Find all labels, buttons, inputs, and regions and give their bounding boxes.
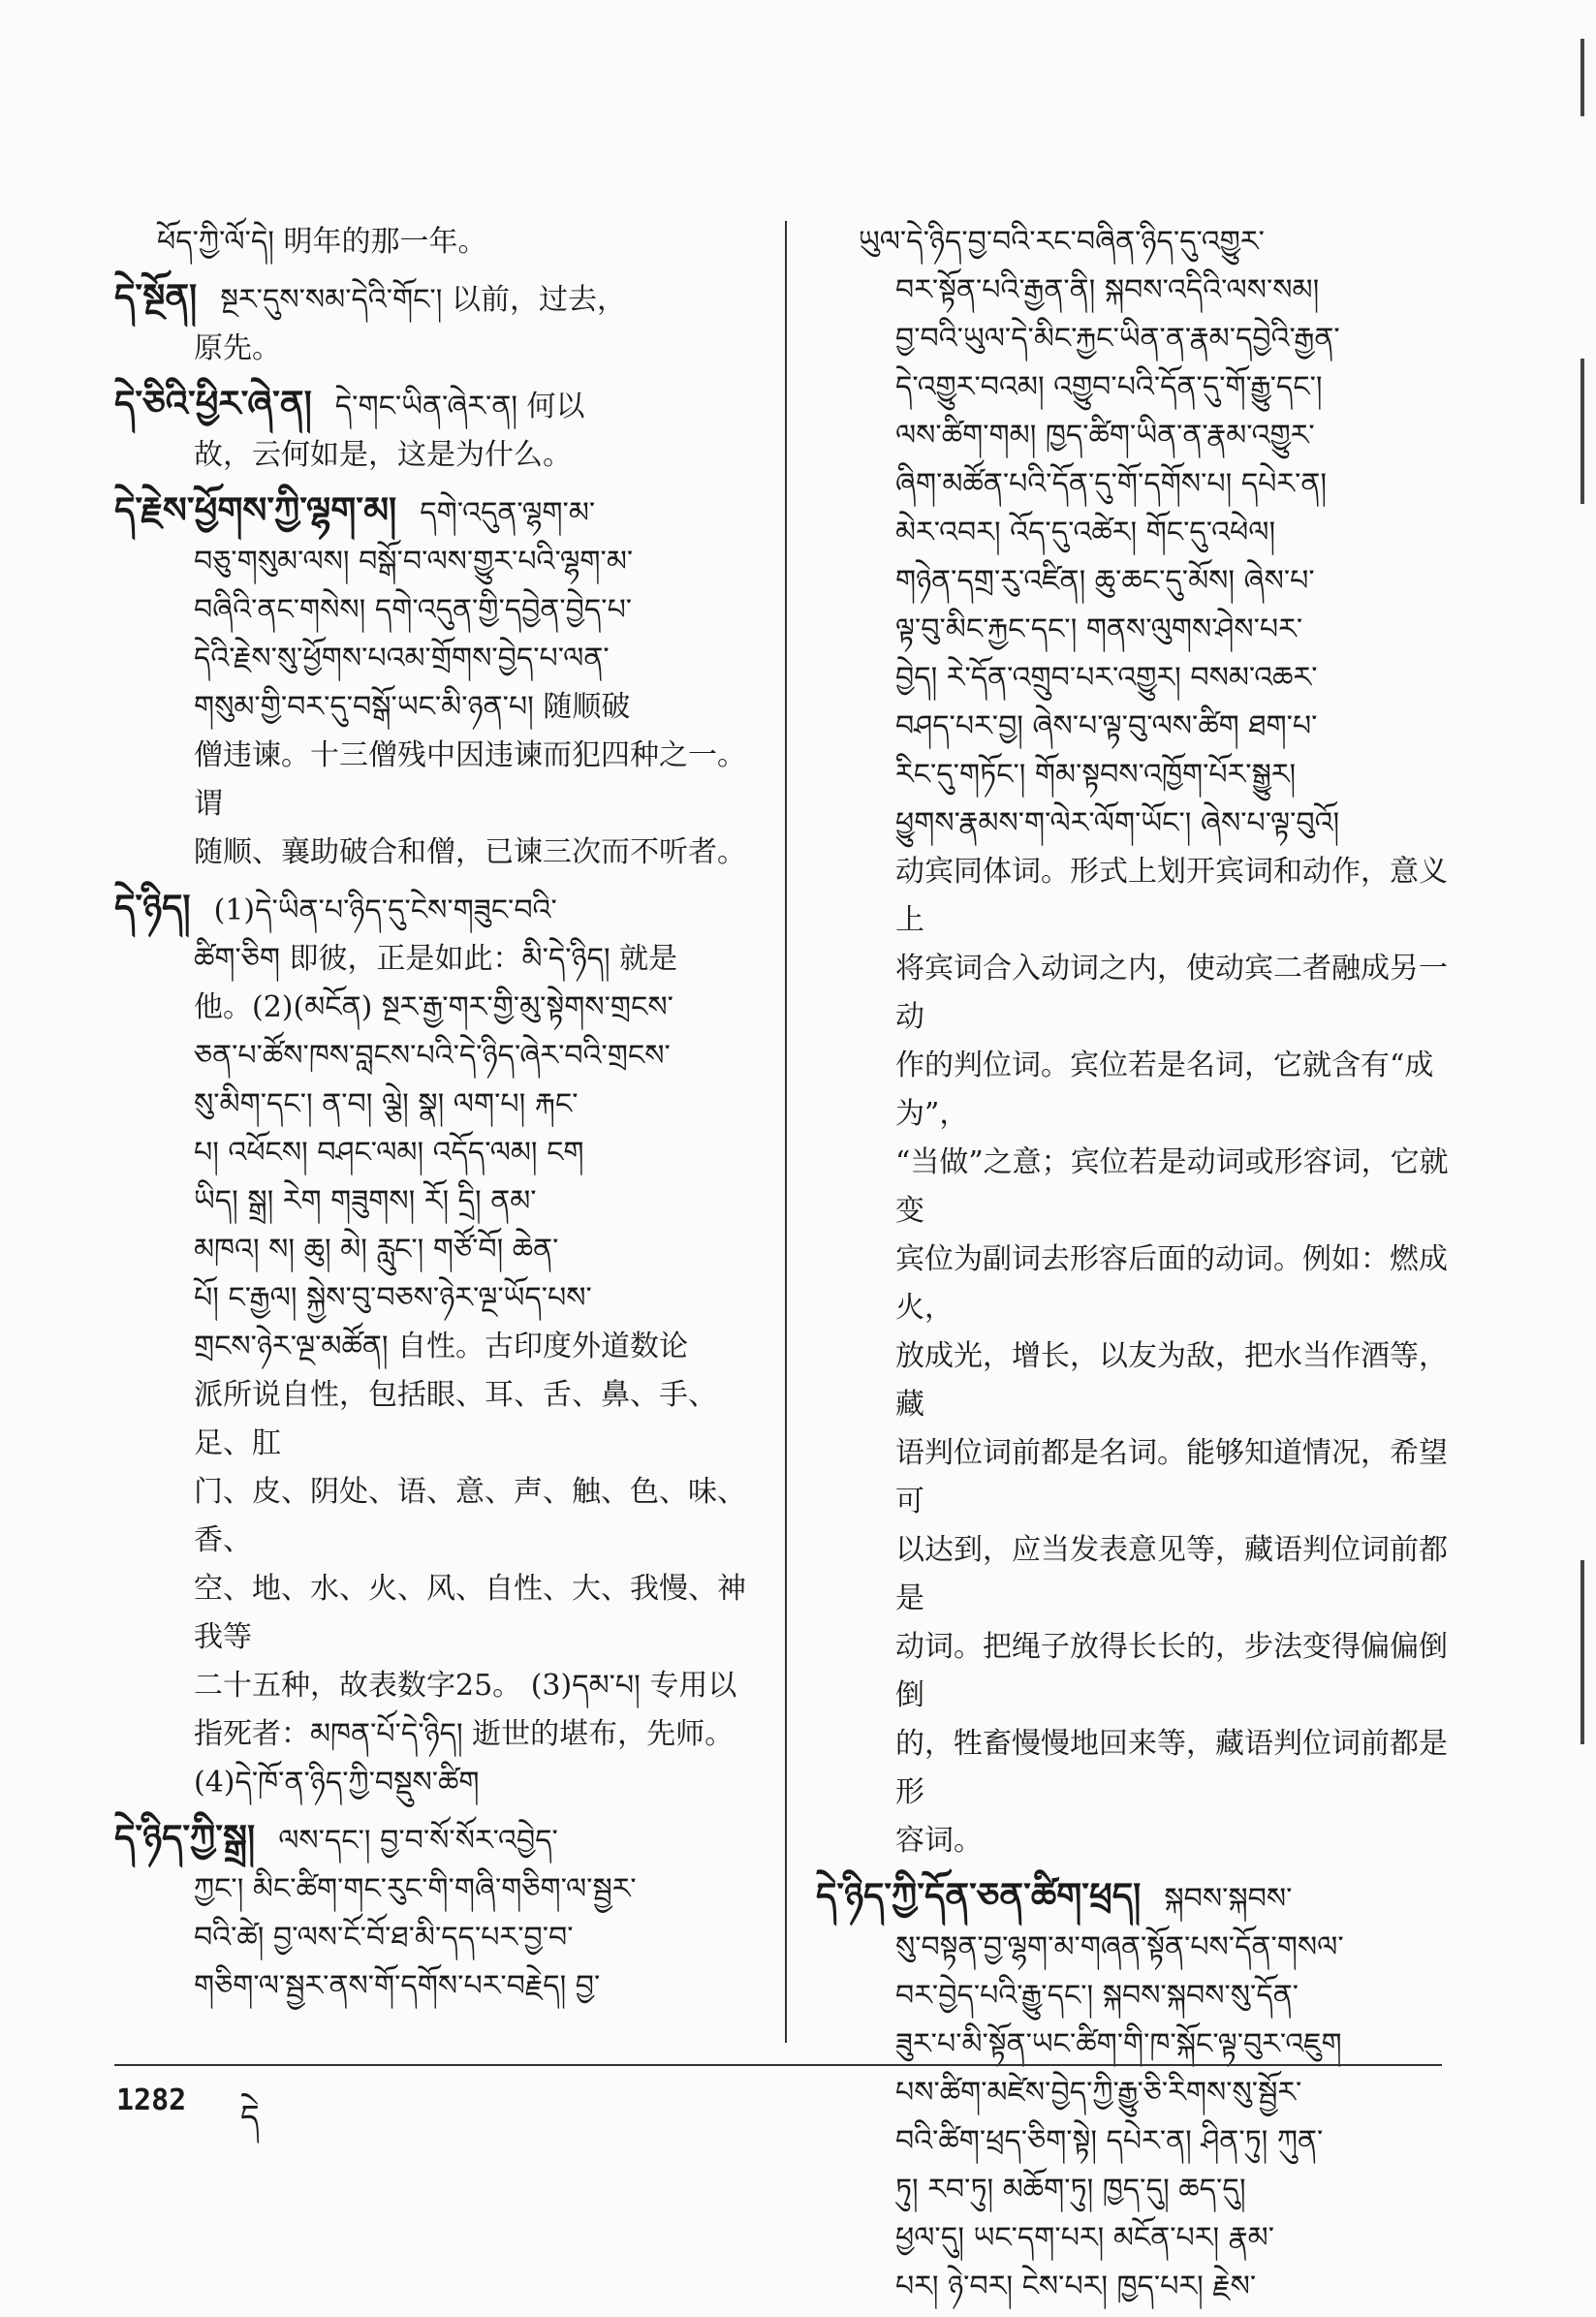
entry-text-line: དེ་གང་ཡིན་ཞེར་ན། 何以 bbox=[334, 390, 585, 423]
entry-text-line: བར་བྱེད་པའི་རྒྱུ་དང་། སྐབས་སྐབས་སུ་དོན་ bbox=[895, 1979, 1299, 2013]
entry-text-line: ཡིད། སྒྲ། རེག གཟུགས། རོ། དྲི། ནམ་ bbox=[194, 1184, 537, 1218]
entry-headword: དེ་སྔོན། bbox=[114, 275, 198, 318]
entry-text-line: མེར་འབར། འོད་དུ་འཚེར། གོང་དུ་འཕེལ། bbox=[895, 516, 1276, 549]
entry-text-line: གཉེན་དགྲ་རུ་འཛིན། ཆུ་ཆང་དུ་མོས། ཞེས་པ་ bbox=[895, 564, 1315, 598]
left-column bbox=[114, 218, 769, 2017]
entry-text-line: བཤད་པར་བྱ། ཞེས་པ་ལྟ་བུ་ལས་ཚིག ཐག་པ་ bbox=[895, 709, 1318, 743]
entry-text-line: བཞིའི་ནང་གསེས། དགེ་འདུན་གྱི་དབྱེན་བྱེད་པ་ bbox=[194, 593, 633, 627]
entry-text-line: 作的判位词。宾位若是名词，它就含有“成为”， bbox=[895, 1049, 1434, 1131]
entry-text-line: སུ་མིག་དང་། ན་བ། ལྕེ། སྣ། ལག་པ། རྐང་ bbox=[194, 1087, 579, 1121]
entry-text-line: བྱ་བའི་ཡུལ་དེ་མིང་རྐྱང་ཡིན་ན་རྣམ་དབྱེའི་རྒྱན་ bbox=[895, 322, 1340, 356]
entry-text-line: སུ་བསྟན་བྱ་ལྷག་མ་གཞན་སྟོན་པས་དོན་གསལ་ bbox=[895, 1930, 1344, 1964]
entry-text-line: སྐབས་སྐབས་ bbox=[1164, 1882, 1293, 1916]
scan-edge-mark bbox=[1580, 359, 1584, 504]
entry-text-line: (1)དེ་ཡིན་པ་ཉིད་དུ་ངེས་གཟུང་བའི་ bbox=[213, 893, 557, 927]
entry-text-line: བའི་ཚེ། བྱ་ལས་ངོ་བོ་ཐ་མི་དད་པར་བྱ་བ་ bbox=[194, 1921, 574, 1955]
entry-text-line: 他。(2)(མངོན) སྔར་རྒྱ་གར་གྱི་མུ་སྟེགས་གྲངས་ bbox=[194, 990, 673, 1024]
entry-text-line: 门、皮、阴处、语、意、声、触、色、味、香、 bbox=[194, 1475, 746, 1557]
dictionary-entry bbox=[114, 1813, 769, 2011]
entry-text-line: ཕྱལ་དུ། ཡང་དག་པར། མངོན་པར། རྣམ་ bbox=[895, 2221, 1275, 2255]
entry-headword: དེ་ཉིད་ཀྱི་སྒྲ། bbox=[114, 1816, 256, 1859]
dictionary-entry bbox=[114, 379, 769, 480]
entry-text-line: 语判位词前都是名词。能够知道情况，希望可 bbox=[895, 1436, 1448, 1519]
entry-text-line: བའི་ཚིག་ཕྲད་ཅིག་སྟེ། དཔེར་ན། ཤིན་ཏུ། ཀུན་ bbox=[895, 2124, 1324, 2158]
entry-text-line: པོ། ང་རྒྱལ། སྐྱེས་བུ་བཅས་ཉེར་ལྔ་ཡོད་པས་ bbox=[194, 1281, 592, 1315]
entry-text-line: ཕྱུགས་རྣམས་ག་ལེར་ལོག་ཡོང་། ཞེས་པ་ལྟ་བུའོ། bbox=[895, 806, 1340, 840]
footer-rule bbox=[114, 2064, 1442, 2066]
entry-text-line: ལས་ཚིག་གམ། ཁྱད་ཚིག་ཡིན་ན་རྣམ་འགྱུར་ bbox=[895, 419, 1315, 453]
entry-text-line: 放成光，增长，以友为敌，把水当作酒等，藏 bbox=[895, 1339, 1448, 1422]
dictionary-entry bbox=[114, 485, 769, 877]
entry-text-line: པས་ཚིག་མཛེས་བྱེད་ཀྱི་རྒྱུ་ཅི་རིགས་སུ་སྦྱོར་ bbox=[895, 2076, 1302, 2110]
entry-text-line: ཀྱང་། མིང་ཚིག་གང་རུང་གི་གཞི་གཅིག་ལ་སྦྱར་ bbox=[194, 1872, 637, 1906]
entry-text-line: ཕོད་ཀྱི་ལོ་དེ། 明年的那一年。 bbox=[157, 225, 487, 259]
entry-text-line: ཚིག་ཅིག 即彼，正是如此：མི་དེ་ཉིད། 就是 bbox=[194, 942, 678, 976]
entry-text-line: ལྟ་བུ་མིང་རྐྱང་དང་། གནས་ལུགས་ཤེས་པར་ bbox=[895, 612, 1303, 646]
entry-text-line: ཅན་པ་ཚོས་ཁས་བླངས་པའི་དེ་ཉིད་ཞེར་བའི་གྲངས་ bbox=[194, 1039, 671, 1073]
right-column bbox=[816, 218, 1452, 2317]
entry-text-line: བར་སྟོན་པའི་རྒྱན་ནི། སྐབས་འདིའི་ལས་སམ། bbox=[895, 273, 1320, 307]
entry-text-line: བཅུ་གསུམ་ལས། བསྒོ་བ་ལས་གྱུར་པའི་ལྷག་མ་ bbox=[194, 545, 634, 579]
entry-headword: དེ་རྗེས་ཕྱོགས་ཀྱི་ལྷག་མ། bbox=[114, 488, 397, 531]
page-number: 1282 bbox=[116, 2083, 187, 2117]
entry-text-line: གཅིག་ལ་སྦྱར་ནས་གོ་དགོས་པར་བརྗེད། བྱ་ bbox=[194, 1969, 601, 2003]
entry-text-line: མཁའ། ས། ཆུ། མེ། རླུང་། གཙོ་བོ། ཆེན་ bbox=[194, 1233, 559, 1267]
entry-text-line: 指死者：མཁན་པོ་དེ་ཉིད། 逝世的堪布，先师。 bbox=[194, 1717, 735, 1751]
entry-text-line: ཟུར་པ་མི་སྟོན་ཡང་ཚིག་གི་ཁ་སྐོང་ལྟ་བུར་འཇུག bbox=[895, 2027, 1342, 2061]
entry-text-line: དེའི་རྗེས་སུ་ཕྱོགས་པའམ་གྲོགས་བྱེད་པ་ལན་ bbox=[194, 642, 610, 675]
section-letter: དེ bbox=[240, 2098, 260, 2137]
scan-edge-mark bbox=[1580, 1560, 1584, 1744]
dictionary-entry bbox=[816, 218, 1452, 1865]
entry-text-line: 派所说自性，包括眼、耳、舌、鼻、手、足、肛 bbox=[194, 1378, 717, 1460]
dictionary-entry bbox=[114, 883, 769, 1807]
entry-text-line: དགེ་འདུན་ལྷག་མ་ bbox=[420, 496, 596, 530]
scan-edge-mark bbox=[1580, 39, 1584, 116]
dictionary-entry bbox=[114, 218, 769, 266]
entry-text-line: ལས་དང་། བྱ་བ་སོ་སོར་འབྱེད་ bbox=[278, 1824, 558, 1858]
entry-text-line: བྱེད། རེ་དོན་འགྲུབ་པར་འགྱུར། བསམ་འཆར་ bbox=[895, 661, 1318, 695]
entry-headword: དེ་ཉིད་ཀྱི་དོན་ཅན་ཚིག་ཕྲད། bbox=[816, 1874, 1142, 1917]
entry-text-line: ཏུ། རབ་ཏུ། མཆོག་ཏུ། ཁྱད་དུ། ཆད་དུ། bbox=[895, 2173, 1246, 2207]
entry-text-line: (4)དེ་ཁོ་ན་ཉིད་ཀྱི་བསྡུས་ཚིག bbox=[194, 1766, 480, 1800]
entry-text-line: རིང་དུ་གཏོང་། གོམ་སྟབས་འཁྱོག་པོར་སྒྱུར། bbox=[895, 758, 1297, 792]
entry-text-line: པར། ཉེ་བར། ངེས་པར། ཁྱད་པར། རྗེས་ bbox=[895, 2270, 1257, 2303]
dictionary-entry bbox=[114, 272, 769, 373]
entry-text-line: 故，云何如是，这是为什么。 bbox=[194, 438, 572, 472]
entry-text-line: དེ་འགྱུར་བའམ། འགྱུབ་པའི་དོན་དུ་གོ་རྒྱུ་དང་། bbox=[895, 370, 1323, 404]
entry-text-line: པ། འཕོངས། བཤང་ལམ། འདོད་ལམ། ངག bbox=[194, 1136, 584, 1170]
entry-text-line: 僧违谏。十三僧残中因违谏而犯四种之一。谓 bbox=[194, 738, 746, 821]
entry-text-line: ཞིག་མཚོན་པའི་དོན་དུ་གོ་དགོས་པ། དཔེར་ན། bbox=[895, 467, 1328, 501]
entry-text-line: ཡུལ་དེ་ཉིད་བྱ་བའི་རང་བཞིན་ཉིད་དུ་འགྱུར་ bbox=[859, 225, 1265, 259]
entry-text-line: 空、地、水、火、风、自性、大、我慢、神我等 bbox=[194, 1572, 746, 1654]
entry-headword: དེ་ཅིའི་ཕྱིར་ཞེ་ན། bbox=[114, 382, 312, 424]
entry-text-line: 的，牲畜慢慢地回来等，藏语判位词前都是形 bbox=[895, 1727, 1448, 1809]
entry-text-line: གྲངས་ཉེར་ལྔ་མཚོན། 自性。古印度外道数论 bbox=[194, 1330, 689, 1363]
entry-text-line: སྔར་དུས་སམ་དེའི་གོང་། 以前，过去， bbox=[220, 283, 626, 317]
entry-text-line: 随顺、襄助破合和僧，已谏三次而不听者。 bbox=[194, 835, 746, 869]
entry-headword: དེ་ཉིད། bbox=[114, 886, 191, 928]
column-divider bbox=[785, 221, 787, 2043]
entry-text-line: 二十五种，故表数字25。 (3)དམ་པ། 专用以 bbox=[194, 1669, 737, 1703]
entry-text-line: 以达到，应当发表意见等，藏语判位词前都是 bbox=[895, 1533, 1448, 1615]
entry-text-line: 将宾词合入动词之内，使动宾二者融成另一动 bbox=[895, 952, 1448, 1034]
entry-text-line: གསུམ་གྱི་བར་དུ་བསྒོ་ཡང་མི་ཉན་པ། 随顺破 bbox=[194, 690, 631, 724]
entry-text-line: 容词。 bbox=[895, 1824, 983, 1858]
dictionary-entry bbox=[816, 1871, 1452, 2311]
entry-text-line: 宾位为副词去形容后面的动词。例如：燃成火， bbox=[895, 1242, 1448, 1325]
entry-text-line: 原先。 bbox=[194, 331, 281, 365]
entry-text-line: 动宾同体词。形式上划开宾词和动作，意义上 bbox=[895, 855, 1448, 937]
entry-text-line: 动词。把绳子放得长长的，步法变得偏偏倒倒 bbox=[895, 1630, 1448, 1712]
entry-text-line: “当做”之意；宾位若是动词或形容词，它就变 bbox=[895, 1145, 1449, 1228]
